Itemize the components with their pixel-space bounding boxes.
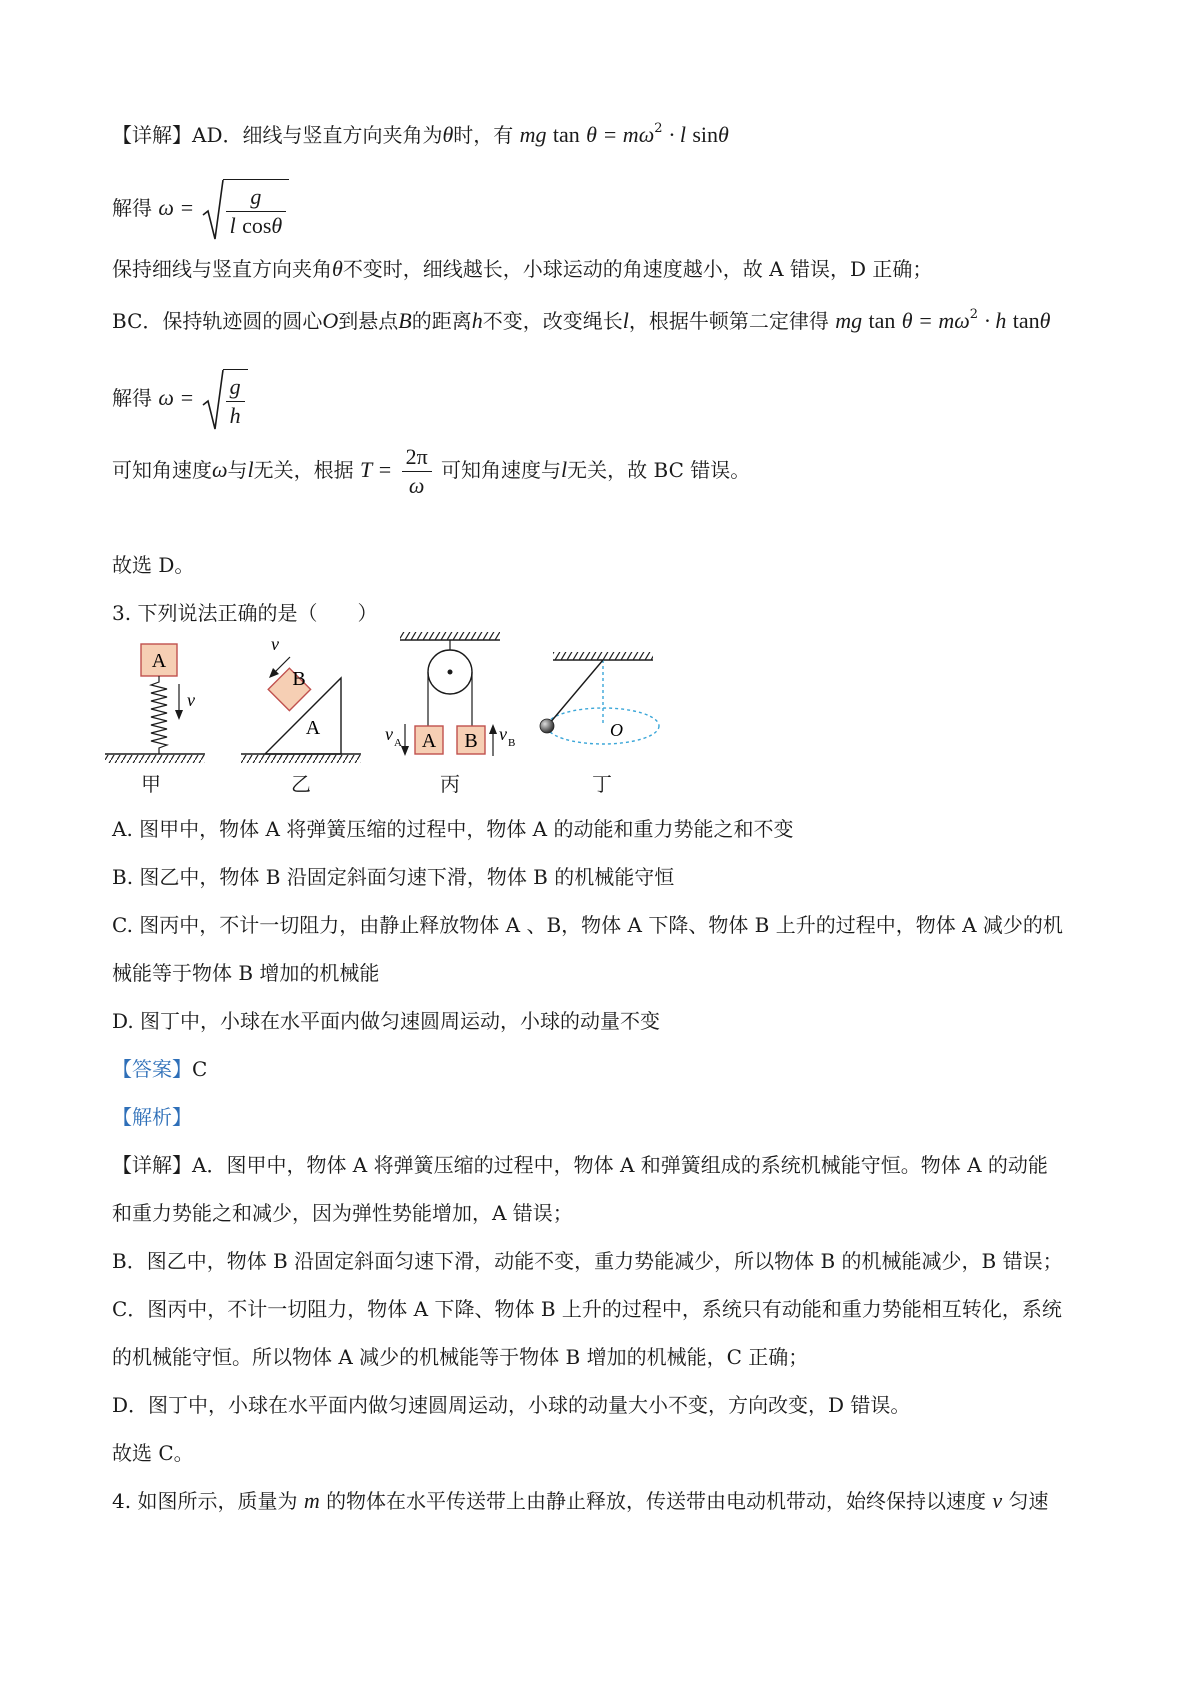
solution-line-5: [112, 368, 248, 430]
text: 不变，改变绳长: [482, 309, 623, 333]
math: θ = mω: [901, 308, 970, 333]
math: mg: [519, 122, 547, 147]
math: h: [471, 308, 483, 333]
detail-line-4: C．图丙中，不计一切阻力，物体 A 下降、物体 B 上升的过程中，系统只有动能和重力势能相互转化，系统: [112, 1297, 1062, 1321]
solution-line-6: [112, 440, 750, 500]
option-a: A. 图甲中，物体 A 将弹簧压缩的过程中，物体 A 的动能和重力势能之和不变: [112, 817, 794, 841]
math: ω =: [158, 195, 195, 220]
detail-line-7: 故选 C。: [112, 1441, 194, 1465]
figure-bing-pulley: [385, 632, 515, 756]
text: 的距离: [411, 309, 472, 333]
figures-row: [105, 630, 745, 830]
square-root: [201, 369, 248, 430]
math: cos: [242, 213, 272, 238]
fraction: [226, 373, 245, 430]
text: 无关，根据: [253, 458, 354, 482]
math: θ: [718, 122, 729, 147]
velocity-a-label: v: [385, 724, 393, 744]
center-label: O: [610, 720, 623, 740]
question-4-stem: [112, 1488, 1049, 1514]
ground-hatch: [241, 755, 361, 763]
solution-line-1: [112, 122, 729, 152]
block-a-label: A: [421, 730, 437, 752]
solution-line-4: [112, 308, 1050, 338]
caption-yi: 乙: [291, 772, 311, 796]
text: 保持细线与竖直方向夹角: [112, 257, 332, 281]
arrowhead-icon: [489, 724, 497, 734]
math: tan: [868, 308, 896, 333]
math: θ: [1039, 308, 1051, 333]
math: mg: [835, 308, 863, 333]
text: 到悬点: [338, 309, 399, 333]
string: [549, 660, 603, 724]
text: 可知角速度与: [441, 458, 562, 482]
math: sin: [692, 122, 719, 147]
text: 匀速: [1008, 1489, 1049, 1513]
option-b: B. 图乙中，物体 B 沿固定斜面匀速下滑，物体 B 的机械能守恒: [112, 865, 675, 889]
ceiling-hatch: [553, 652, 653, 660]
math: l: [229, 213, 236, 238]
math: T =: [360, 457, 393, 482]
text: ，根据牛顿第二定律得: [628, 309, 829, 333]
detail-line-5: 的机械能守恒。所以物体 A 减少的机械能等于物体 B 增加的机械能，C 正确；: [112, 1345, 809, 1369]
numerator: g: [226, 373, 245, 402]
text: 时，有: [453, 123, 514, 147]
numerator: g: [226, 183, 287, 212]
math: v: [992, 1488, 1003, 1513]
math: tan: [552, 122, 580, 147]
numerator: 2π: [402, 443, 432, 472]
velocity-a-subscript: A: [394, 737, 402, 749]
caption-bing: 丙: [440, 772, 460, 796]
ball: [540, 719, 554, 733]
radical-sign-icon: [201, 369, 225, 433]
block-b-label: B: [292, 668, 306, 690]
answer-line: [112, 1056, 207, 1082]
text: 【详解】AD．细线与竖直方向夹角为: [112, 123, 443, 147]
text: 的物体在水平传送带上由静止释放，传送带由电动机带动，始终保持以速度: [326, 1489, 987, 1513]
spring: [151, 676, 167, 754]
block-a-label: A: [151, 650, 167, 672]
radical-sign-icon: [201, 179, 225, 243]
figure-yi-incline: [241, 634, 361, 763]
denominator: h: [229, 403, 241, 428]
detail-line-1: 【详解】A．图甲中，物体 A 将弹簧压缩的过程中，物体 A 和弹簧组成的系统机械能守恒。物体 A 的动能: [112, 1153, 1048, 1177]
square-root: [201, 179, 290, 240]
analysis-tag: 【解析】: [112, 1105, 192, 1129]
figure-ding-conical-pendulum: [540, 652, 659, 744]
detail-line-3: B．图乙中，物体 B 沿固定斜面匀速下滑，动能不变，重力势能减少，所以物体 B 的机械能减少，B 错误；: [112, 1249, 1063, 1273]
ceiling-hatch: [400, 632, 500, 640]
text: 解得: [112, 386, 152, 410]
superscript: 2: [654, 121, 663, 136]
option-d: D. 图丁中，小球在水平面内做匀速圆周运动，小球的动量不变: [112, 1009, 661, 1033]
denominator: ω: [408, 473, 425, 498]
velocity-b-label: v: [499, 724, 507, 744]
math: ω =: [158, 385, 195, 410]
option-c-line-2: 械能等于物体 B 增加的机械能: [112, 961, 380, 985]
math: l: [622, 308, 629, 333]
math: · l: [668, 122, 686, 147]
math: θ: [271, 213, 283, 238]
text: 可知角速度: [112, 458, 212, 482]
math: tan: [1012, 308, 1040, 333]
math: l: [561, 457, 568, 482]
figures-svg: [105, 630, 745, 800]
math: l: [247, 457, 254, 482]
text: 无关，故 BC 错误。: [567, 458, 751, 482]
text: 4. 如图所示，质量为: [112, 1489, 298, 1513]
solution-conclusion: 故选 D。: [112, 553, 195, 577]
figure-jia-spring: [105, 644, 205, 763]
ground-hatch: [105, 755, 205, 763]
solution-line-2: [112, 178, 289, 240]
text: 与: [227, 458, 248, 482]
detail-line-2: 和重力势能之和减少，因为弹性势能增加，A 错误；: [112, 1201, 573, 1225]
arrowhead-icon: [401, 746, 409, 756]
question-3-stem: 3. 下列说法正确的是（ ）: [112, 601, 378, 625]
math: B: [398, 308, 412, 333]
theta-symbol: θ: [332, 256, 343, 281]
detail-line-6: D．图丁中，小球在水平面内做匀速圆周运动，小球的动量大小不变，方向改变，D 错误。: [112, 1393, 911, 1417]
velocity-b-subscript: B: [508, 737, 516, 749]
math: · h: [984, 308, 1007, 333]
solution-line-3: [112, 256, 932, 282]
superscript: 2: [969, 307, 979, 322]
math: ω: [212, 457, 228, 482]
option-c-line-1: C. 图丙中，不计一切阻力，由静止释放物体 A 、B，物体 A 下降、物体 B 上升的过程中，物体 A 减少的机: [112, 913, 1063, 937]
velocity-label: v: [187, 690, 195, 710]
text: BC．保持轨迹圆的圆心: [112, 309, 323, 333]
caption-jia: 甲: [141, 772, 161, 796]
arrowhead-icon: [175, 710, 183, 720]
wedge-label: A: [305, 717, 321, 739]
fraction: [226, 183, 287, 240]
fraction: [402, 443, 432, 500]
pulley-axle: [448, 670, 453, 675]
text: 不变时，细线越长，小球运动的角速度越小，故 A 错误，D 正确；: [342, 257, 933, 281]
caption-ding: 丁: [592, 772, 612, 796]
theta-symbol: θ: [442, 122, 454, 147]
velocity-label: v: [271, 634, 279, 654]
text: 解得: [112, 196, 152, 220]
math: m: [303, 1488, 320, 1513]
block-b-label: B: [464, 730, 478, 752]
answer-tag: 【答案】: [112, 1057, 192, 1081]
math: O: [322, 308, 339, 333]
answer-value: C: [192, 1057, 208, 1081]
math: θ = mω: [586, 122, 655, 147]
